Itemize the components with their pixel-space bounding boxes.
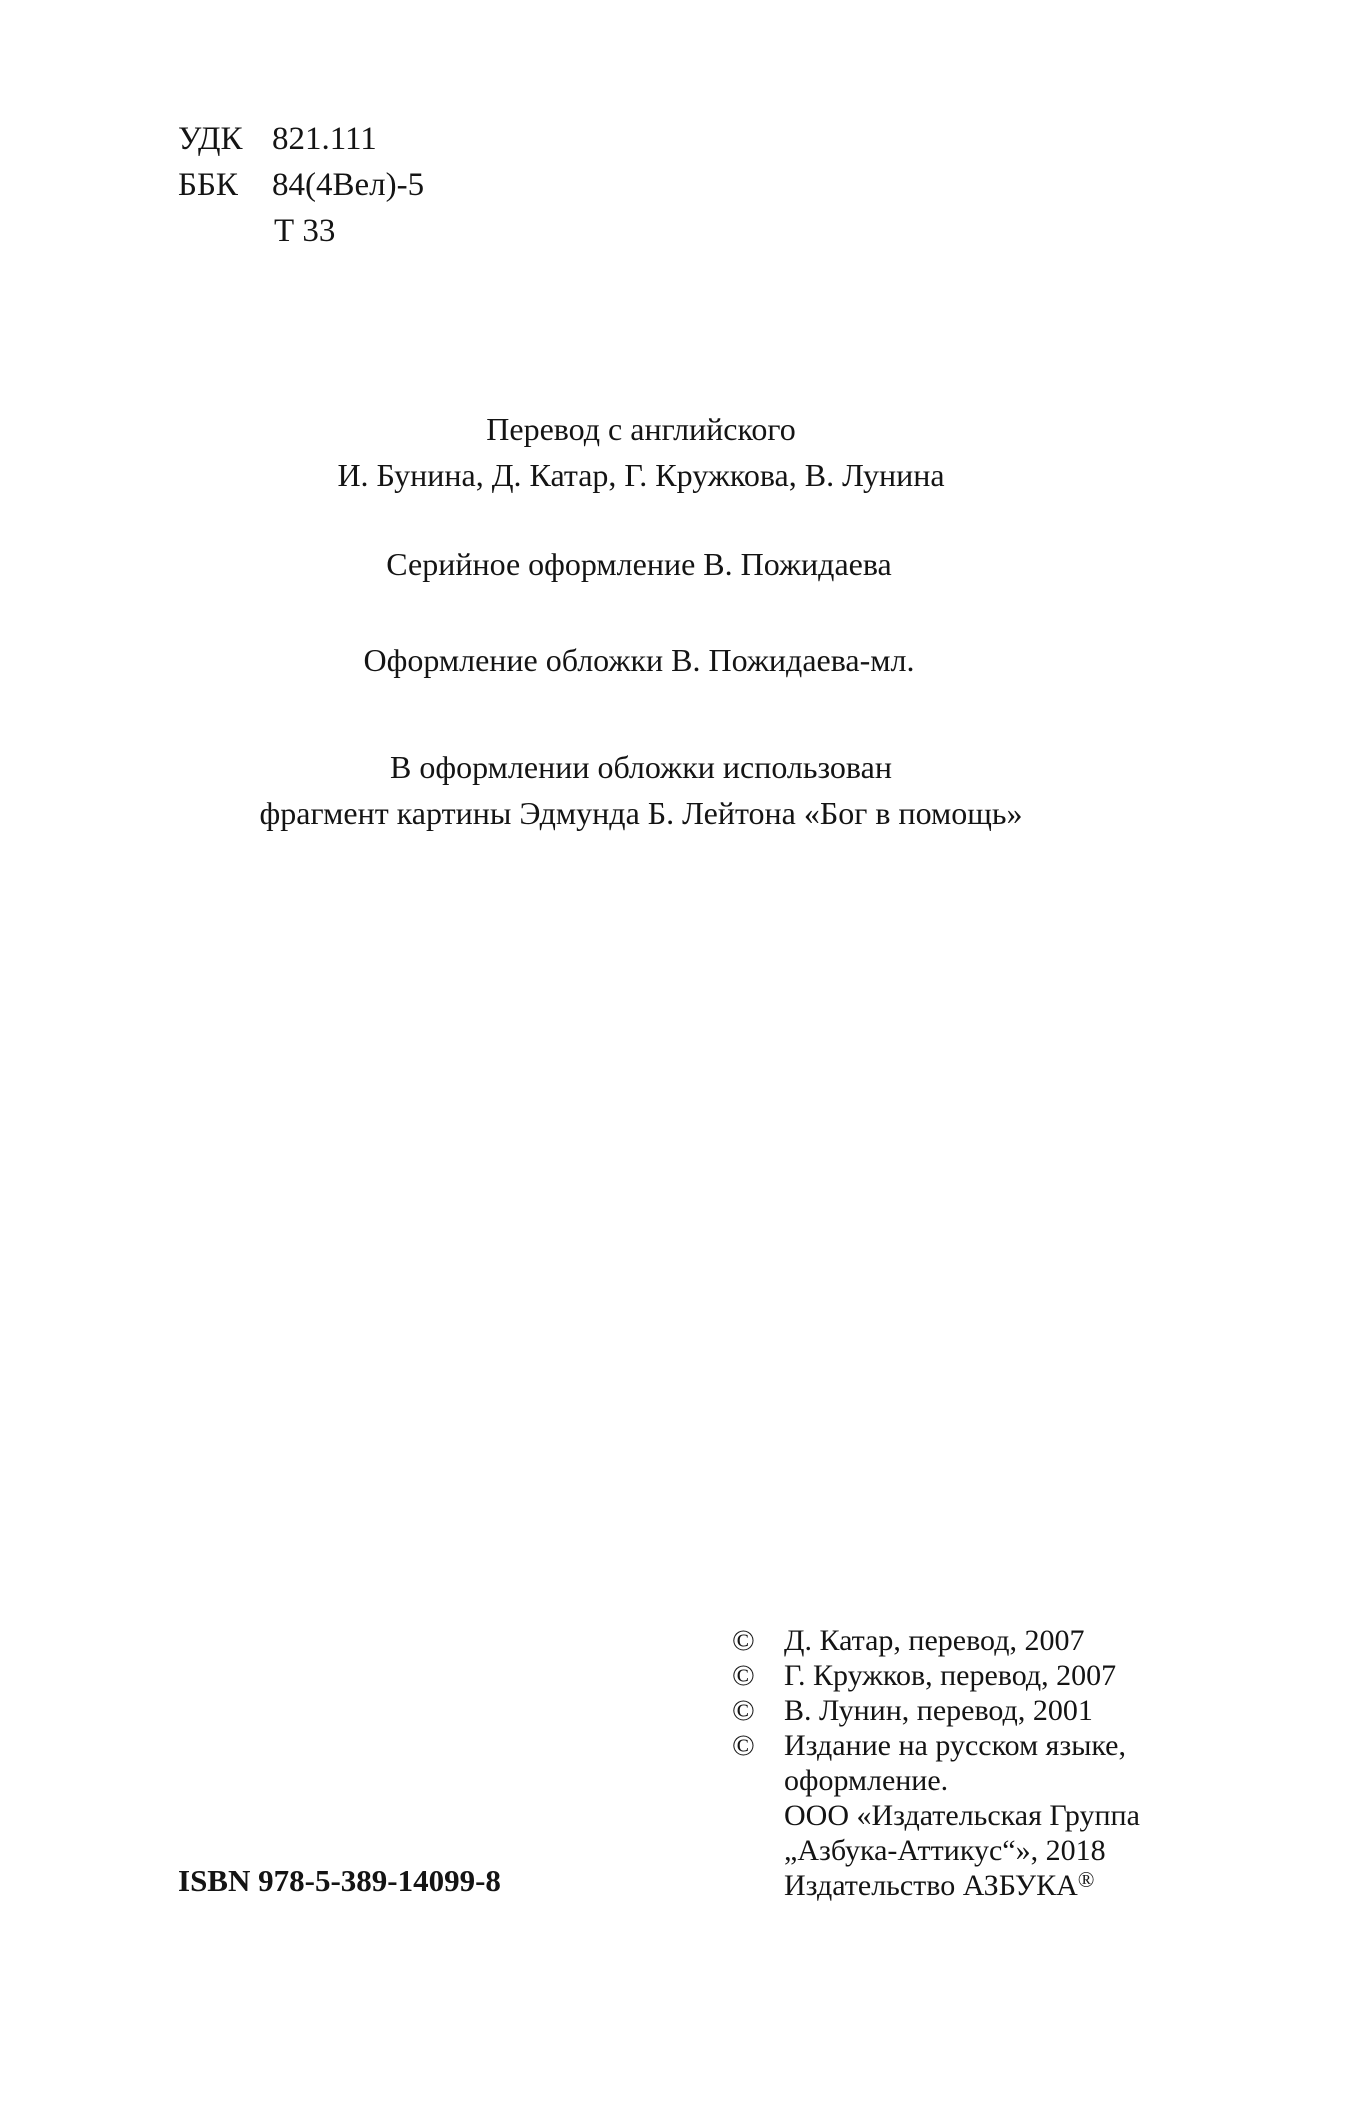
library-classification	[178, 116, 424, 254]
copyright-symbol: ©	[732, 1729, 755, 1762]
series-design-line: Серийное оформление В. Пожидаева	[386, 546, 892, 582]
series-design-credit	[0, 541, 1318, 587]
cover-art-line-2: фрагмент картины Эдмунда Б. Лейтона «Бог в помощь»	[259, 795, 1023, 831]
copyright-line: оформление.	[784, 1764, 949, 1797]
isbn: ISBN 978-5-389-14099-8	[178, 1863, 501, 1898]
copyright-line: В. Лунин, перевод, 2001	[784, 1694, 1093, 1727]
cover-design-credit	[0, 637, 1318, 683]
bbk-label: ББК	[178, 167, 238, 203]
cover-art-credit	[0, 744, 1320, 836]
udk-value: 821.111	[272, 121, 377, 157]
copyright-notices	[732, 1623, 1140, 1903]
translators-line: И. Бунина, Д. Катар, Г. Кружкова, В. Лунина	[337, 457, 945, 493]
cover-design-line: Оформление обложки В. Пожидаева-мл.	[363, 642, 915, 678]
copyright-symbol: ©	[732, 1659, 755, 1692]
udk-row	[178, 116, 424, 162]
copyright-line: Издание на русском языке,	[784, 1729, 1126, 1762]
registered-mark: ®	[1077, 1867, 1095, 1892]
author-mark-row	[178, 208, 424, 254]
copyright-item	[732, 1623, 1140, 1658]
copyright-line: Г. Кружков, перевод, 2007	[784, 1659, 1117, 1692]
bbk-value: 84(4Вел)-5	[272, 167, 425, 203]
udk-label: УДК	[178, 121, 243, 157]
bbk-row	[178, 162, 424, 208]
publisher-name: Издательство АЗБУКА	[784, 1869, 1078, 1902]
copyright-item	[732, 1658, 1140, 1693]
copyright-line: Д. Катар, перевод, 2007	[784, 1624, 1085, 1657]
copyright-line: ООО «Издательская Группа	[784, 1799, 1140, 1832]
author-mark: Т 33	[274, 213, 336, 249]
copyright-item	[732, 1728, 1140, 1903]
copyright-symbol: ©	[732, 1624, 755, 1657]
copyright-line: „Азбука-Аттикус“», 2018	[784, 1834, 1106, 1867]
translation-line-1: Перевод с английского	[486, 411, 796, 447]
cover-art-line-1: В оформлении обложки использован	[390, 749, 892, 785]
copyright-item	[732, 1693, 1140, 1728]
translation-credit	[0, 406, 1320, 498]
publisher-line	[784, 1868, 1140, 1903]
copyright-symbol: ©	[732, 1694, 755, 1727]
